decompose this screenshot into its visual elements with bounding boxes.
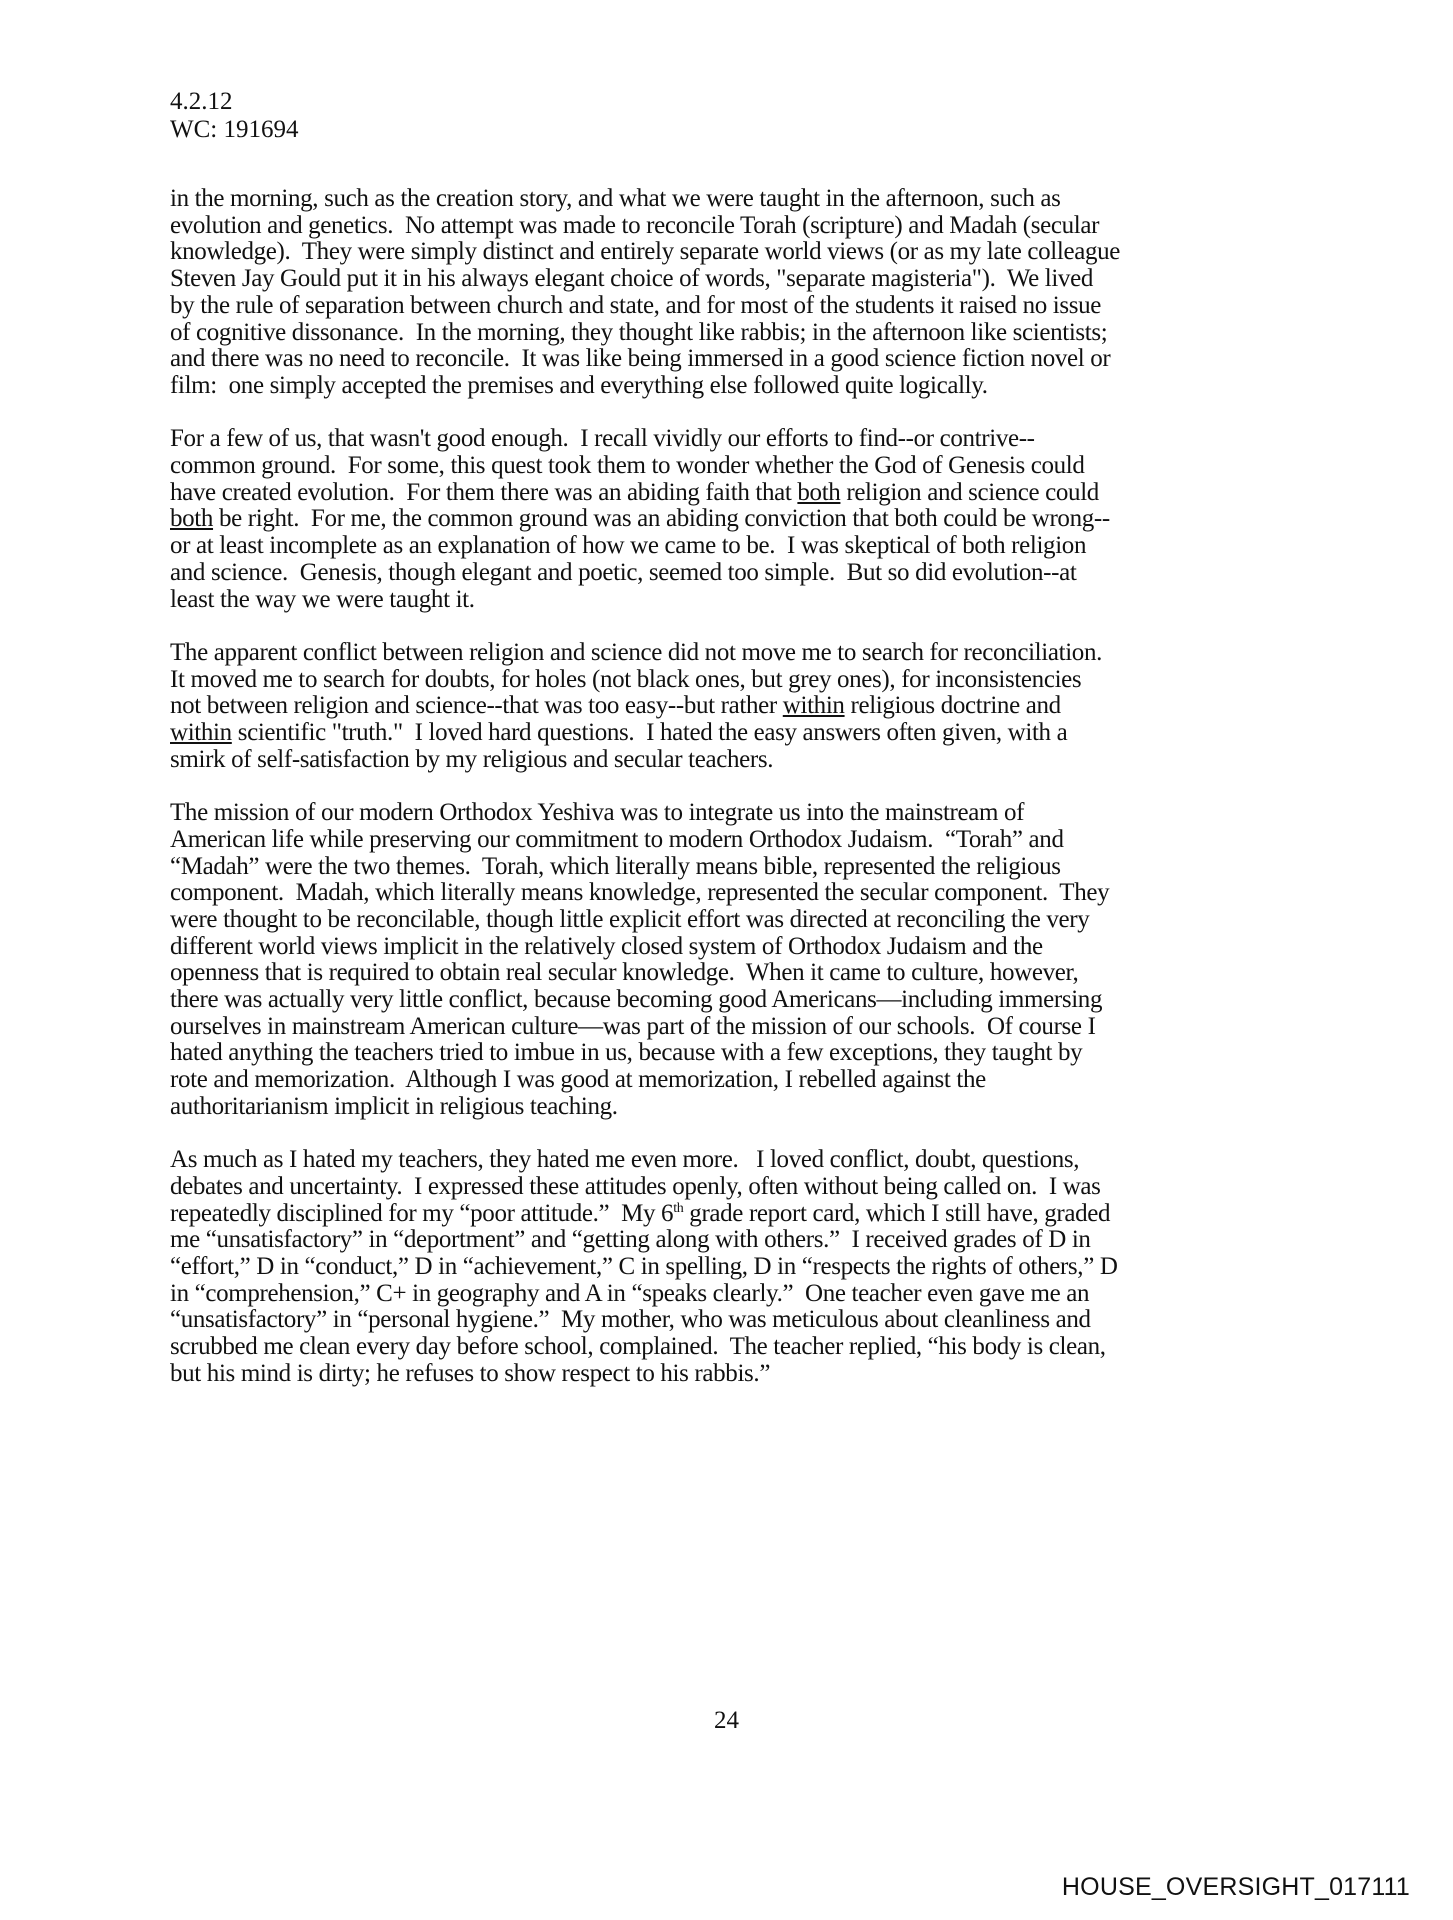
paragraph [170,640,1310,774]
text-line: and there was no need to reconcile. It was like being immersed in a good science fiction novel or [170,345,1111,373]
text-line: scrubbed me clean every day before school, complained. The teacher replied, “his body is clean, [170,1333,1106,1361]
text-segment: religious doctrine and [844,692,1061,720]
text-line: were thought to be reconcilable, though little explicit effort was directed at reconciling the very [170,905,1090,933]
text-line: rote and memorization. Although I was good at memorization, I rebelled against the [170,1066,986,1094]
document-body [170,186,1310,1414]
text-line: but his mind is dirty; he refuses to show respect to his rabbis.” [170,1359,771,1387]
text-segment: be right. For me, the common ground was an abiding conviction that both could be wrong-- [213,505,1110,533]
text-line: The mission of our modern Orthodox Yeshiva was to integrate us into the mainstream of [170,799,1025,827]
paragraph [170,1147,1310,1387]
text-line: For a few of us, that wasn't good enough. I recall vividly our efforts to find--or contrive-- [170,425,1035,453]
underlined-word: within [782,692,845,720]
paragraph [170,800,1310,1120]
text-line: or at least incomplete as an explanation of how we came to be. I was skeptical of both religion [170,532,1087,560]
text-line: evolution and genetics. No attempt was made to reconcile Torah (scripture) and Madah (secular [170,211,1100,239]
text-line: in “comprehension,” C+ in geography and A in “speaks clearly.” One teacher even gave me an [170,1279,1090,1307]
text-line: “effort,” D in “conduct,” D in “achievement,” C in spelling, D in “respects the rights of others,” D [170,1253,1118,1281]
text-line: “Madah” were the two themes. Torah, which literally means bible, represented the religious [170,852,1061,880]
text-line: common ground. For some, this quest took them to wonder whether the God of Genesis could [170,452,1085,480]
text-segment: scientific "truth." I loved hard questions. I hated the easy answers often given, with a [231,719,1068,747]
paragraph [170,426,1310,613]
underlined-word: within [170,719,232,747]
header-date: 4.2.12 [170,88,233,115]
text-line: ourselves in mainstream American culture—was part of the mission of our schools. Of course I [170,1012,1096,1040]
text-segment: repeatedly disciplined for my “poor attitude.” My 6 [170,1199,674,1227]
text-line: component. Madah, which literally means knowledge, represented the secular component. They [170,879,1110,907]
text-line: there was actually very little conflict, because becoming good Americans—including immersing [170,986,1103,1014]
text-line [170,693,1310,720]
text-line [170,1201,1310,1228]
text-line [170,480,1310,507]
text-segment: have created evolution. For them there was an abiding faith that [170,478,798,506]
page-number: 24 [714,1707,739,1734]
text-line: different world views implicit in the relatively closed system of Orthodox Judaism and the [170,932,1043,960]
text-line: film: one simply accepted the premises and everything else followed quite logically. [170,371,988,399]
paragraph [170,186,1310,400]
text-line [170,720,1310,747]
text-segment: not between religion and science--that was too easy--but rather [170,692,783,720]
text-segment: grade report card, which I still have, graded [683,1199,1111,1227]
text-line: It moved me to search for doubts, for holes (not black ones, but grey ones), for inconsistencies [170,665,1082,693]
ordinal-superscript: th [673,1200,684,1216]
text-line: The apparent conflict between religion and science did not move me to search for reconciliation. [170,638,1102,666]
text-line: authoritarianism implicit in religious teaching. [170,1092,618,1120]
text-line [170,506,1310,533]
text-line: openness that is required to obtain real secular knowledge. When it came to culture, however, [170,959,1079,987]
text-line: of cognitive dissonance. In the morning, they thought like rabbis; in the afternoon like scientists; [170,318,1108,346]
text-line: me “unsatisfactory” in “deportment” and “getting along with others.” I received grades of D in [170,1226,1091,1254]
text-segment: religion and science could [840,478,1099,506]
text-line: American life while preserving our commitment to modern Orthodox Judaism. “Torah” and [170,825,1064,853]
bates-number: HOUSE_OVERSIGHT_017111 [1061,1873,1410,1901]
text-line: smirk of self-satisfaction by my religious and secular teachers. [170,745,774,773]
text-line: As much as I hated my teachers, they hated me even more. I loved conflict, doubt, questions, [170,1146,1080,1174]
text-line: and science. Genesis, though elegant and poetic, seemed too simple. But so did evolution--at [170,558,1077,586]
text-line: in the morning, such as the creation story, and what we were taught in the afternoon, such as [170,185,1061,212]
header-word-count: WC: 191694 [170,116,299,143]
text-line: Steven Jay Gould put it in his always elegant choice of words, "separate magisteria"). We lived [170,265,1093,293]
underlined-word: both [170,505,214,533]
text-line: hated anything the teachers tried to imbue in us, because with a few exceptions, they taught by [170,1039,1083,1067]
text-line: debates and uncertainty. I expressed these attitudes openly, often without being called on. I was [170,1172,1101,1200]
text-line: least the way we were taught it. [170,585,475,613]
text-line: “unsatisfactory” in “personal hygiene.” My mother, who was meticulous about cleanliness and [170,1306,1091,1334]
text-line: by the rule of separation between church and state, and for most of the students it raised no issue [170,291,1102,319]
document-header [170,88,298,144]
text-line: knowledge). They were simply distinct and entirely separate world views (or as my late colleague [170,238,1120,266]
underlined-word: both [797,478,841,506]
